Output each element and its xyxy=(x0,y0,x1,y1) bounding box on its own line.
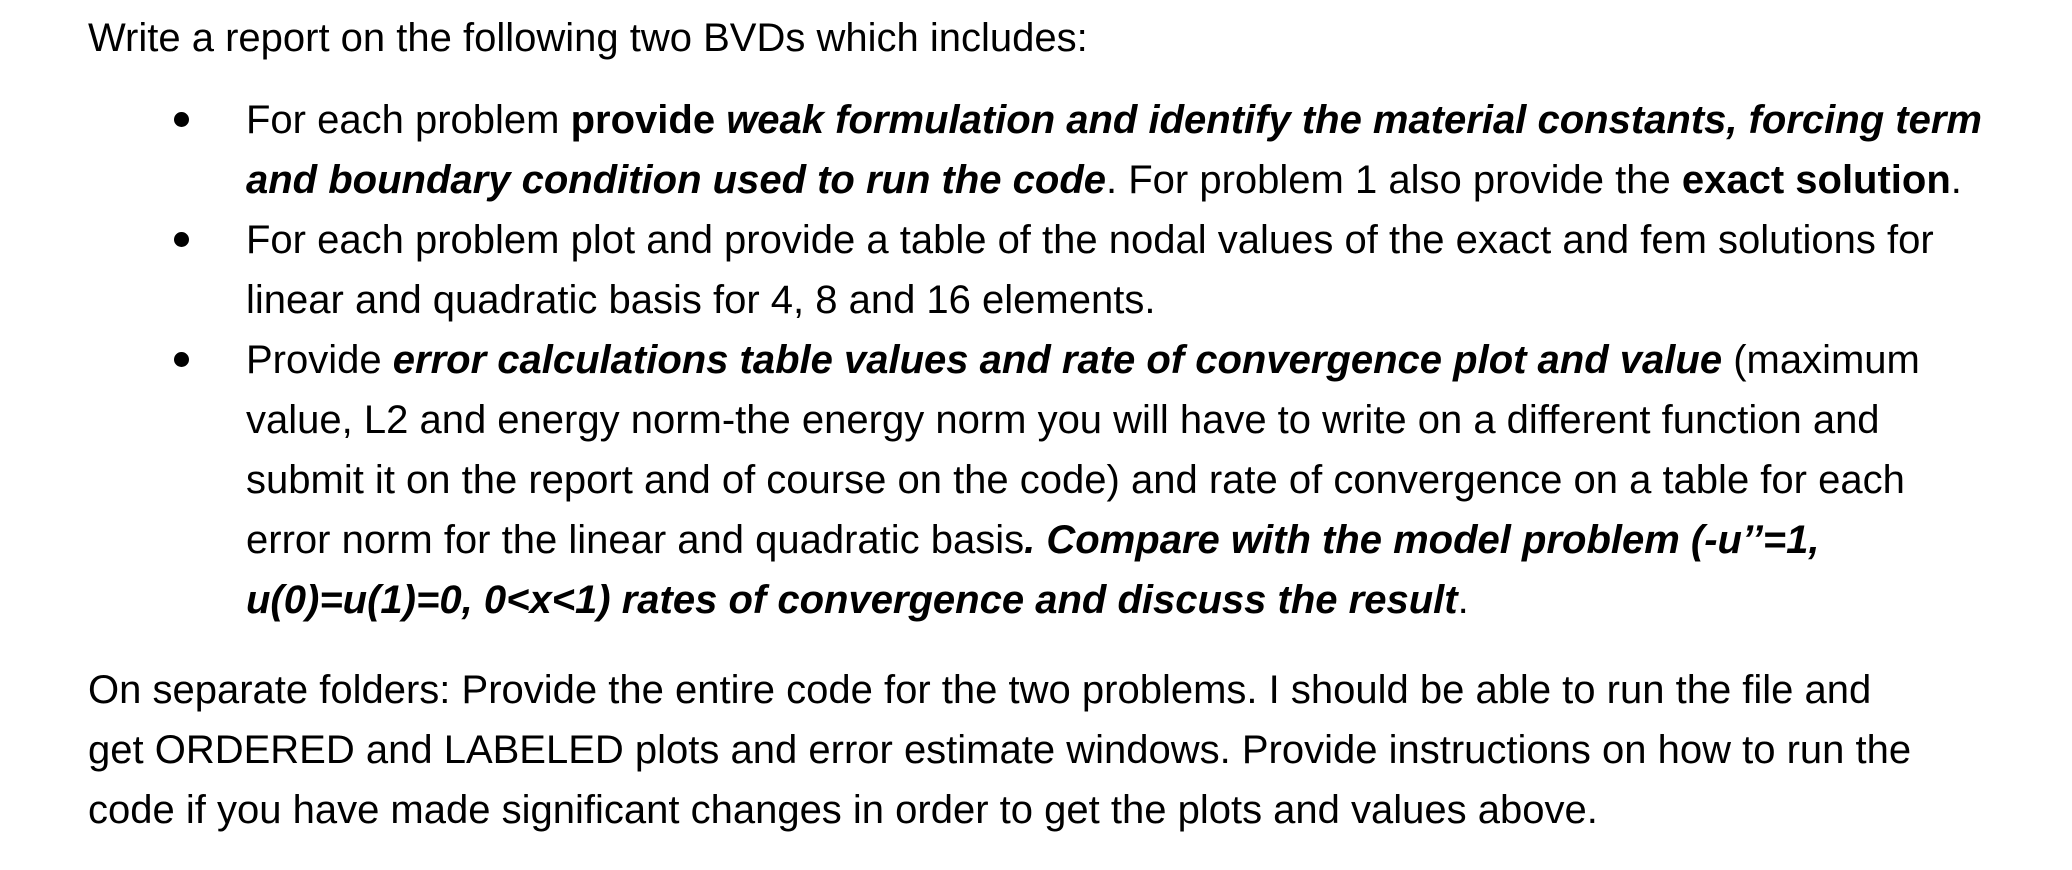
requirement-line xyxy=(246,450,2048,510)
bullet-icon xyxy=(174,232,189,247)
bold-italic-text-run: error calculations table values and rate of convergence plot and value xyxy=(392,338,1723,382)
closing-line: code if you have made significant changes in order to get the plots and values above. xyxy=(88,788,1598,832)
bullet-icon xyxy=(174,112,189,127)
requirement-item xyxy=(88,210,2048,330)
text-run: (maximum xyxy=(1722,338,1920,382)
text-run: . For problem 1 also provide the xyxy=(1106,158,1682,202)
requirement-line xyxy=(246,90,2048,150)
bold-italic-text-run: . Compare with the model problem (-u’’=1, xyxy=(1024,518,1820,562)
intro-paragraph: Write a report on the following two BVDs which includes: xyxy=(88,16,1088,60)
text-run: submit it on the report and of course on the code) and rate of convergence on a table for each xyxy=(246,458,1905,502)
text-run: For each problem plot and provide a table of the nodal values of the exact and fem solutions for xyxy=(246,218,1934,262)
text-run: . xyxy=(1457,578,1469,622)
bold-text-run: exact solution xyxy=(1681,158,1951,202)
requirement-item xyxy=(88,330,2048,630)
requirement-line xyxy=(246,330,2048,390)
requirement-item xyxy=(88,90,2048,210)
closing-line: On separate folders: Provide the entire code for the two problems. I should be able to run the file and xyxy=(88,668,1872,712)
bold-italic-text-run: and boundary condition used to run the code xyxy=(246,158,1106,202)
closing-paragraph xyxy=(88,660,2048,840)
text-run: linear and quadratic basis for 4, 8 and 16 elements. xyxy=(246,278,1156,322)
bold-italic-text-run: weak formulation and identify the material constants, forcing term xyxy=(726,98,1982,142)
requirement-line xyxy=(246,270,2048,330)
closing-line: get ORDERED and LABELED plots and error estimate windows. Provide instructions on how to run the xyxy=(88,728,1912,772)
requirement-line xyxy=(246,390,2048,450)
text-run: . xyxy=(1950,158,1962,202)
text-run: Provide xyxy=(246,338,393,382)
document-body xyxy=(88,0,2048,840)
bold-text-run: provide xyxy=(570,98,727,142)
bullet-icon xyxy=(174,352,189,367)
requirement-line xyxy=(246,150,2048,210)
text-run: value, L2 and energy norm-the energy norm you will have to write on a different function and xyxy=(246,398,1880,442)
requirement-line xyxy=(246,510,2048,570)
bold-italic-text-run: u(0)=u(1)=0, 0<x<1) rates of convergence and discuss the result xyxy=(246,578,1458,622)
requirement-line xyxy=(246,210,2048,270)
requirements-list xyxy=(88,90,2048,630)
requirement-line xyxy=(246,570,2048,630)
text-run: error norm for the linear and quadratic basis xyxy=(246,518,1025,562)
text-run: For each problem xyxy=(246,98,571,142)
